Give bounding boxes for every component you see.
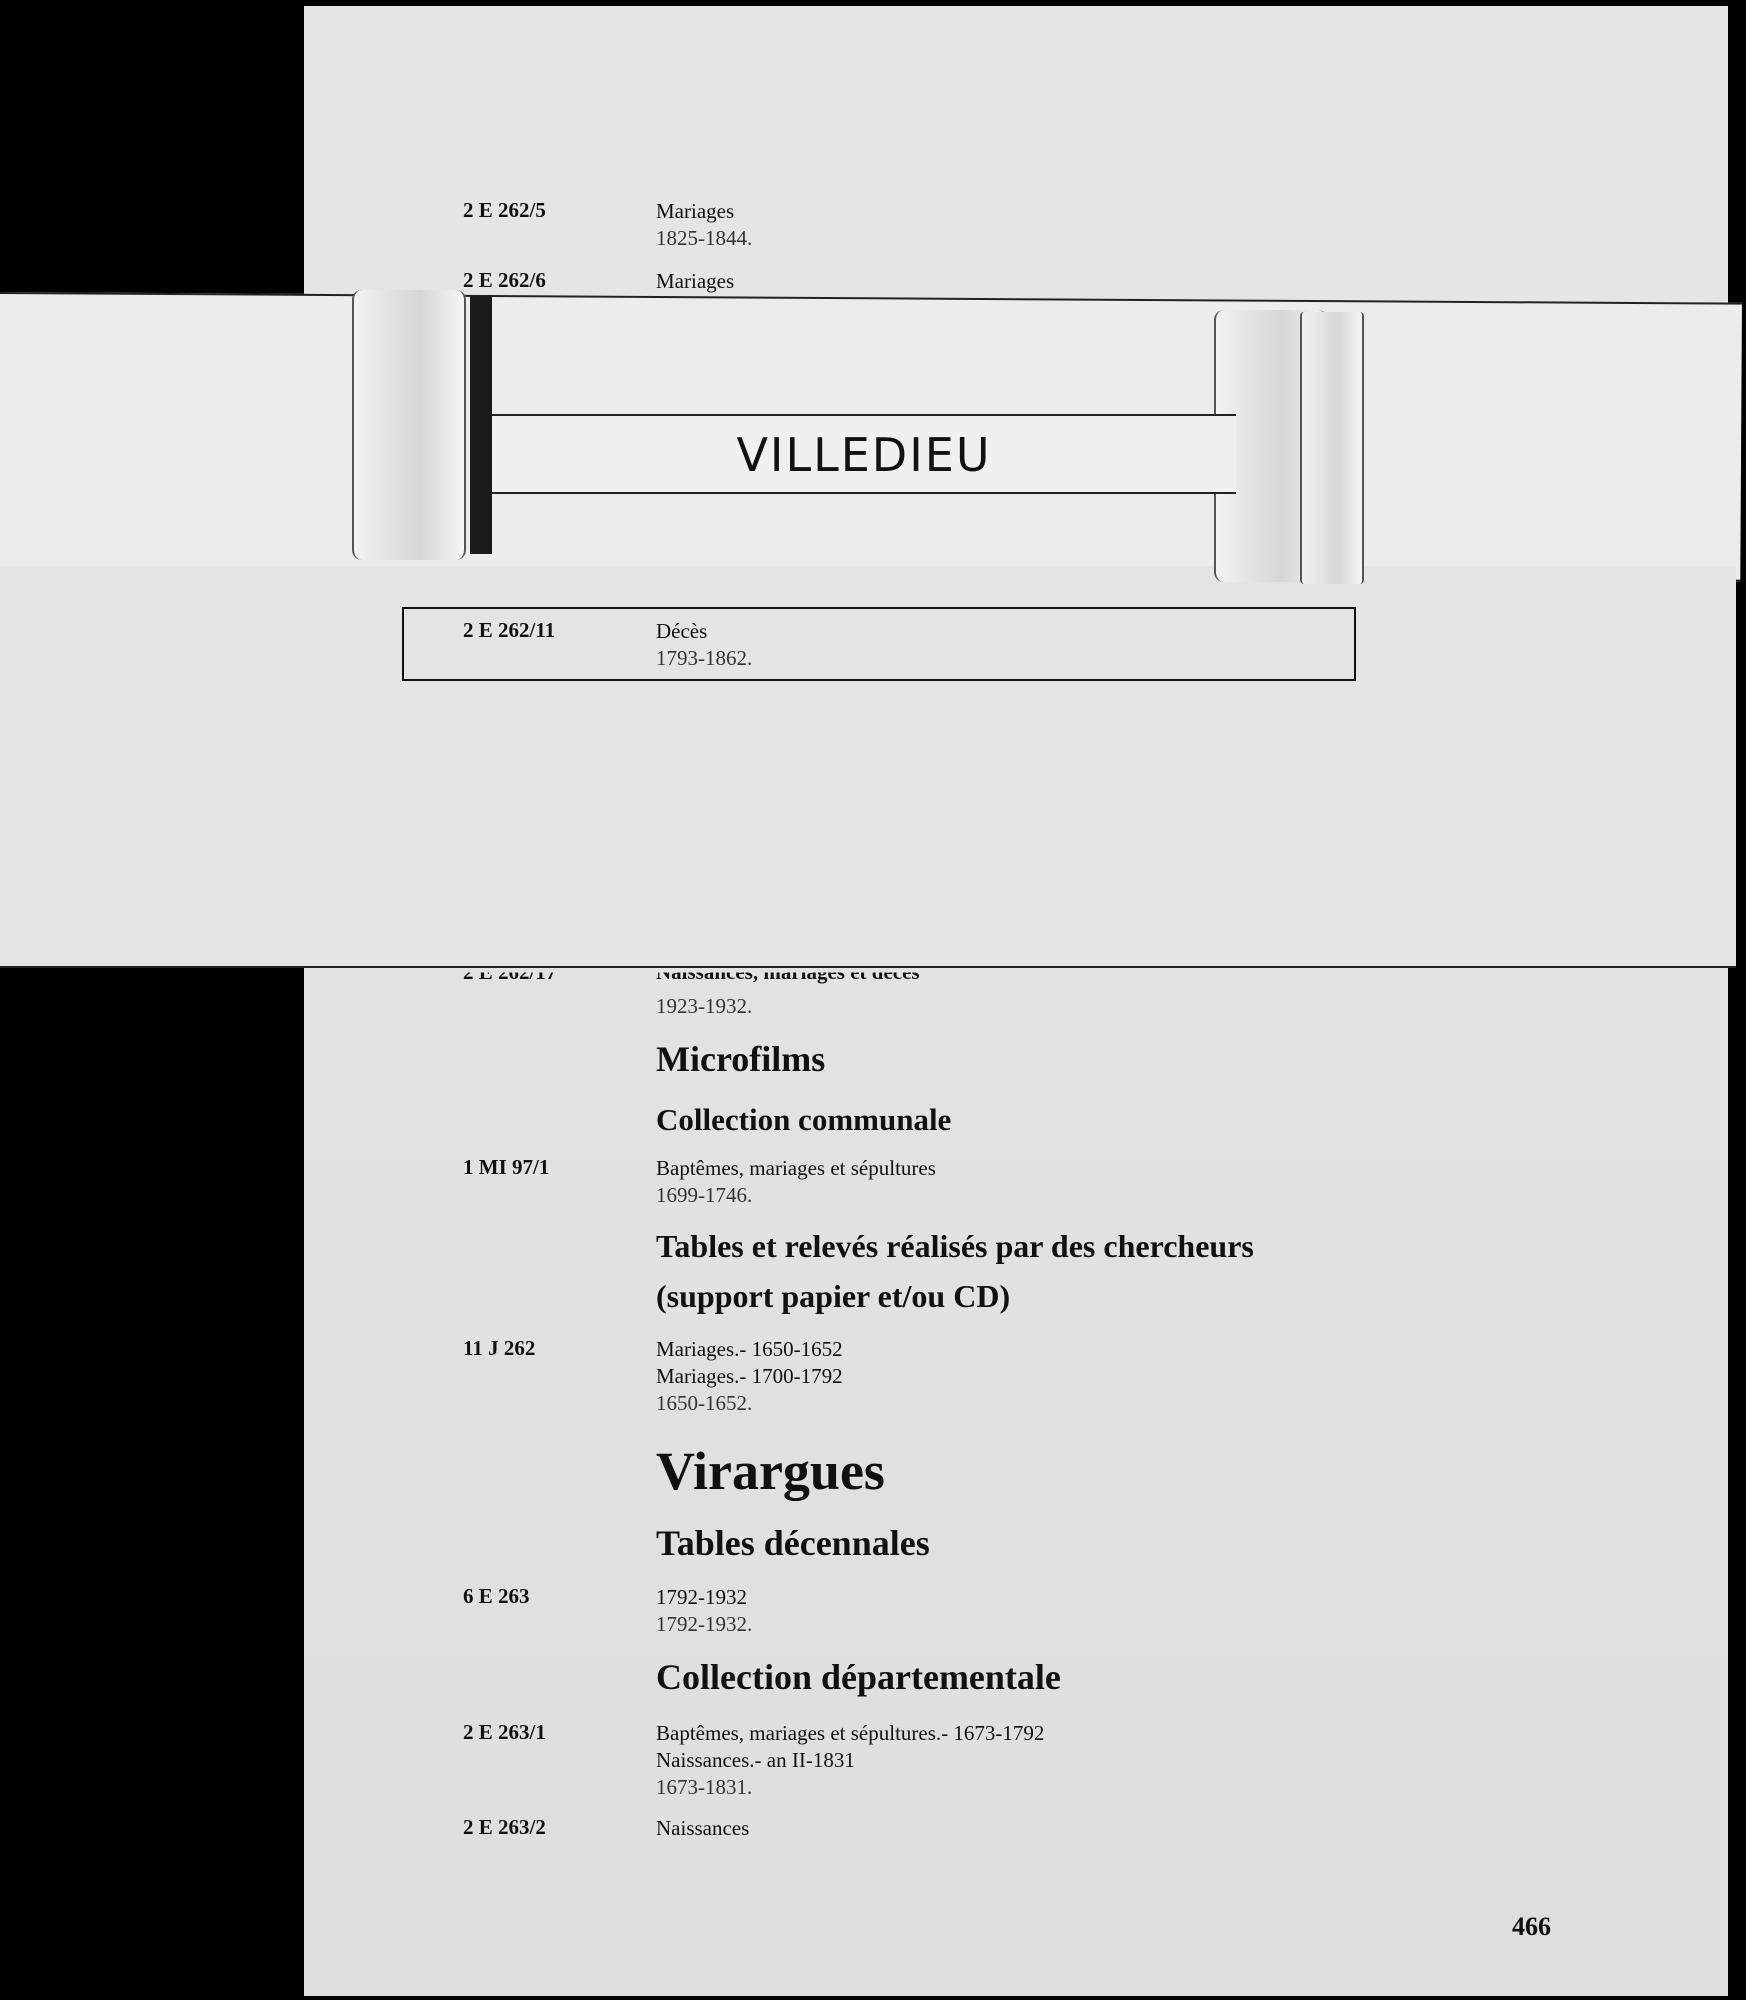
commune-heading: Virargues: [656, 1441, 885, 1501]
entry-date: 1923-1932.: [656, 994, 753, 1018]
entry-line: Baptêmes, mariages et sépultures.- 1673-1792: [656, 1721, 1045, 1745]
entry-line: Naissances: [656, 1816, 750, 1840]
entry-title: Décès: [656, 619, 708, 643]
entry-date: 1650-1652.: [656, 1391, 753, 1415]
entry-code: 2 E 263/2: [463, 1815, 546, 1839]
entry-description: [656, 198, 752, 252]
entry-date: 1699-1746.: [656, 1183, 753, 1207]
subsection-heading: Tables décennales: [656, 1523, 930, 1563]
page-number: 466: [1512, 1912, 1551, 1941]
entry-code: 1 MI 97/1: [463, 1155, 550, 1179]
entry-code: 2 E 263/1: [463, 1720, 546, 1744]
entry-description: [656, 1336, 843, 1417]
subsection-heading: Collection communale: [656, 1102, 952, 1137]
entry-line: 1792-1932: [656, 1585, 747, 1609]
entry-description: [656, 1720, 1044, 1801]
entry-code: 2 E 262/6: [463, 268, 546, 292]
entry-description: [656, 1584, 752, 1638]
subsection-heading: Collection départementale: [656, 1657, 1061, 1697]
clip-left: [352, 290, 466, 560]
clip-right-back: [1300, 312, 1364, 584]
entry-line: Naissances.- an II-1831: [656, 1748, 855, 1772]
entry-code: 11 J 262: [463, 1336, 536, 1360]
entry-line: Mariages.- 1650-1652: [656, 1337, 843, 1361]
entry-description: [656, 1155, 936, 1209]
section-heading-cont: (support papier et/ou CD): [656, 1278, 1011, 1314]
location-label-text: VILLEDIEU: [736, 428, 992, 482]
entry-line: Baptêmes, mariages et sépultures: [656, 1156, 936, 1180]
entry-date: 1825-1844.: [656, 226, 753, 250]
location-label: [492, 414, 1236, 494]
entry-line: Mariages.- 1700-1792: [656, 1364, 843, 1388]
entry-date: 1673-1831.: [656, 1775, 753, 1799]
entry-code: 2 E 262/11: [463, 618, 556, 642]
entry-date: 1792-1932.: [656, 1612, 753, 1636]
entry-code: 6 E 263: [463, 1584, 530, 1608]
entry-title: Mariages: [656, 199, 735, 223]
entry-description: [656, 618, 752, 672]
entry-title: Mariages: [656, 269, 735, 293]
entry-date: 1793-1862.: [656, 646, 753, 670]
clip-left-shadow: [470, 296, 492, 554]
entry-code: 2 E 262/5: [463, 198, 546, 222]
section-heading: Tables et relevés réalisés par des chercheurs: [656, 1228, 1254, 1264]
section-heading: Microfilms: [656, 1039, 826, 1079]
